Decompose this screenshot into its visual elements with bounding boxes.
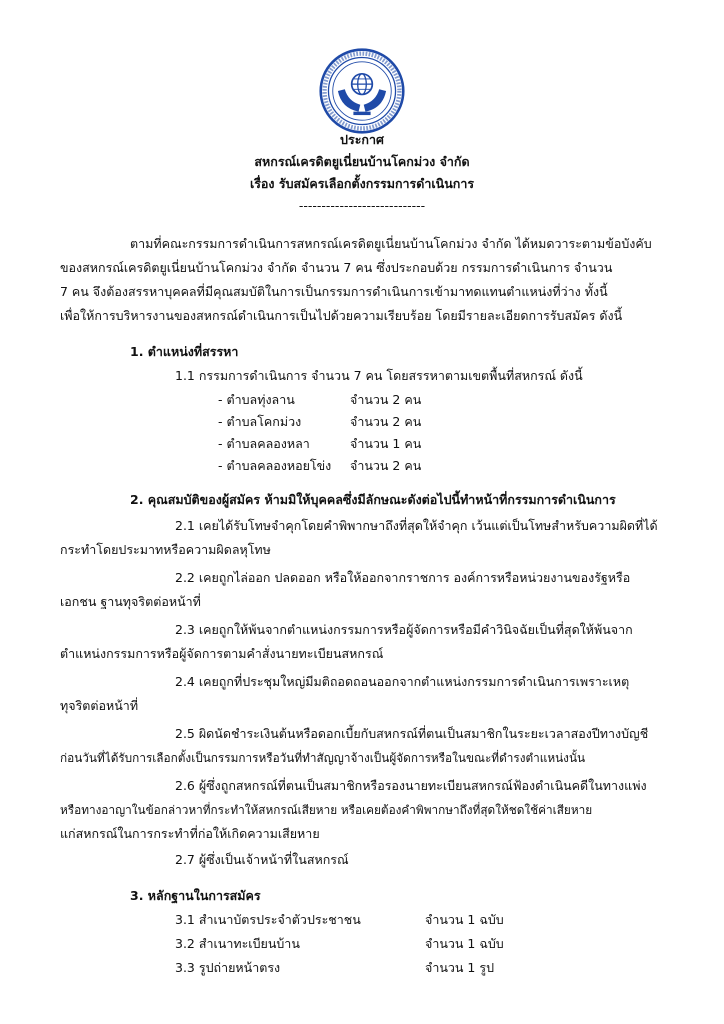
- qualification-line: 2.4 เคยถูกที่ประชุมใหญ่มีมติถอดถอนออกจากตำแหน่งกรรมการดำเนินการเพราะเหตุ: [175, 674, 630, 689]
- area-count: จำนวน 2 คน: [350, 392, 422, 407]
- intro-line: 7 คน จึงต้องสรรหาบุคคลที่มีคุณสมบัติในการเป็นกรรมการดำเนินการเข้ามาทดแทนตำแหน่งที่ว่าง ทั้งนี้: [60, 284, 608, 299]
- document-item: 3.2 สำเนาทะเบียนบ้าน: [175, 936, 300, 951]
- qualification-line: ทุจริตต่อหน้าที่: [60, 698, 139, 713]
- qualification-line: 2.5 ผิดนัดชำระเงินต้นหรือดอกเบี้ยกับสหกรณ์ที่ตนเป็นสมาชิกในระยะเวลาสองปีทางบัญชี: [175, 726, 649, 741]
- qualification-line: 2.1 เคยได้รับโทษจำคุกโดยคำพิพากษาถึงที่สุดให้จำคุก เว้นแต่เป็นโทษสำหรับความผิดที่ได้: [175, 518, 658, 533]
- qualification-line: 2.3 เคยถูกให้พ้นจากตำแหน่งกรรมการหรือผู้จัดการหรือมีคำวินิจฉัยเป็นที่สุดให้พ้นจาก: [175, 622, 633, 637]
- title-subject: เรื่อง รับสมัครเลือกตั้งกรรมการดำเนินการ: [249, 176, 475, 191]
- area-name: - ตำบลคลองหอยโข่ง: [218, 458, 332, 473]
- qualification-line: 2.6 ผู้ซึ่งถูกสหกรณ์ที่ตนเป็นสมาชิกหรือรองนายทะเบียนสหกรณ์ฟ้องดำเนินคดีในทางแพ่ง: [175, 778, 647, 793]
- document-qty: จำนวน 1 ฉบับ: [425, 912, 504, 927]
- area-count: จำนวน 2 คน: [350, 414, 422, 429]
- area-name: - ตำบลคลองหลา: [218, 436, 310, 451]
- qualification-line: หรือทางอาญาในข้อกล่าวหาที่กระทำให้สหกรณ์เสียหาย หรือเคยต้องคำพิพากษาถึงที่สุดให้ชดใช้ค่าเสียหาย: [60, 803, 593, 817]
- document-qty: จำนวน 1 รูป: [425, 960, 495, 975]
- section1-item: 1.1 กรรมการดำเนินการ จำนวน 7 คน โดยสรรหาตามเขตพื้นที่สหกรณ์ ดังนี้: [175, 368, 583, 383]
- qualification-line: 2.7 ผู้ซึ่งเป็นเจ้าหน้าที่ในสหกรณ์: [175, 852, 349, 867]
- area-name: - ตำบลทุ่งลาน: [218, 392, 295, 407]
- area-count: จำนวน 1 คน: [350, 436, 422, 451]
- area-count: จำนวน 2 คน: [350, 458, 422, 473]
- section1-heading: 1. ตำแหน่งที่สรรหา: [130, 344, 239, 359]
- document-item: 3.1 สำเนาบัตรประจำตัวประชาชน: [175, 912, 361, 927]
- document-qty: จำนวน 1 ฉบับ: [425, 936, 504, 951]
- section3-heading: 3. หลักฐานในการสมัคร: [130, 888, 261, 903]
- document-item: 3.3 รูปถ่ายหน้าตรง: [175, 960, 281, 975]
- area-name: - ตำบลโคกม่วง: [218, 414, 302, 429]
- qualification-line: ก่อนวันที่ได้รับการเลือกตั้งเป็นกรรมการหรือวันที่ทำสัญญาจ้างเป็นผู้จัดการหรือในขณะที่ดำรงตำแหน่งนั้น: [60, 751, 586, 765]
- intro-line: เพื่อให้การบริหารงานของสหกรณ์ดำเนินการเป็นไปด้วยความเรียบร้อย โดยมีรายละเอียดการรับสมัคร ดังนี้: [60, 308, 623, 323]
- qualification-line: เอกชน ฐานทุจริตต่อหน้าที่: [60, 594, 201, 609]
- qualification-line: ตำแหน่งกรรมการหรือผู้จัดการตามคำสั่งนายทะเบียนสหกรณ์: [60, 646, 384, 661]
- qualification-line: แก่สหกรณ์ในการกระทำที่ก่อให้เกิดความเสียหาย: [60, 826, 320, 841]
- title-announcement: ประกาศ: [340, 132, 384, 147]
- qualification-line: กระทำโดยประมาทหรือความผิดลหุโทษ: [60, 542, 271, 557]
- intro-line: ตามที่คณะกรรมการดำเนินการสหกรณ์เครดิตยูเนี่ยนบ้านโคกม่วง จำกัด ได้หมดวาระตามข้อบังคับ: [130, 236, 652, 251]
- cooperative-emblem-icon: [319, 48, 405, 134]
- section2-heading: 2. คุณสมบัติของผู้สมัคร ห้ามมิให้บุคคลซึ่งมีลักษณะดังต่อไปนี้ทำหน้าที่กรรมการดำเนินการ: [130, 492, 616, 507]
- qualification-line: 2.2 เคยถูกไล่ออก ปลดออก หรือให้ออกจากราชการ องค์การหรือหน่วยงานของรัฐหรือ: [175, 570, 631, 585]
- title-organization: สหกรณ์เครดิตยูเนี่ยนบ้านโคกม่วง จำกัด: [254, 154, 470, 169]
- title-divider: ----------------------------: [298, 198, 426, 213]
- intro-line: ของสหกรณ์เครดิตยูเนี่ยนบ้านโคกม่วง จำกัด จำนวน 7 คน ซึ่งประกอบด้วย กรรมการดำเนินการ จำนวน: [60, 260, 613, 275]
